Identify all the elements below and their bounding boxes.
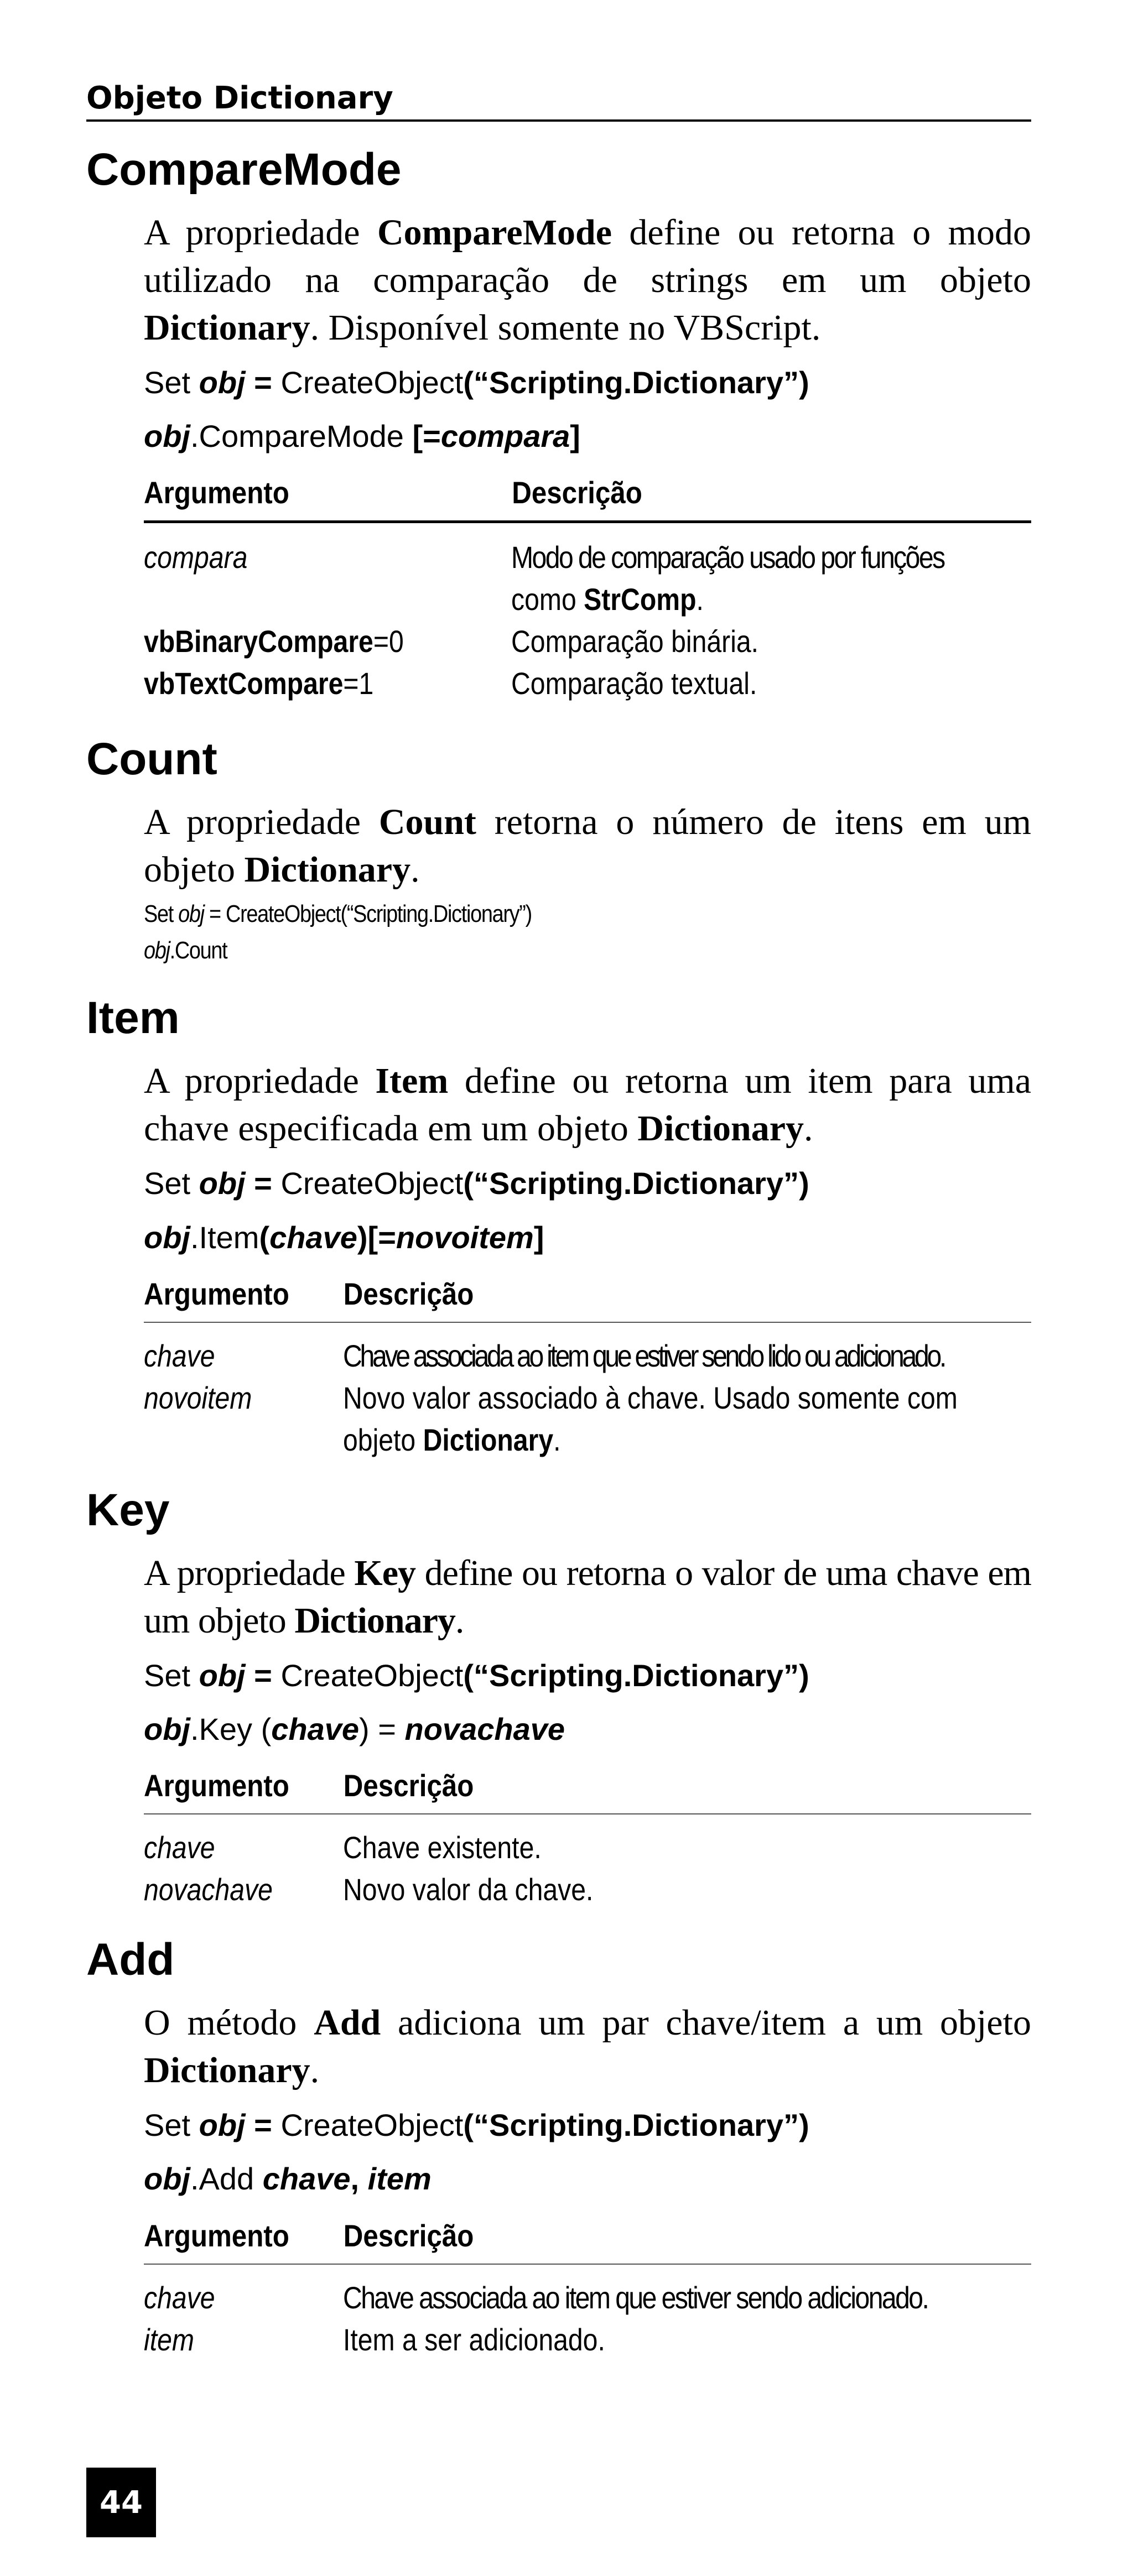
- table-rule: [144, 520, 1031, 523]
- create-object-line: Set obj = CreateObject(“Scripting.Dictionary”): [144, 365, 809, 400]
- section-description: A propriedade Key define ou retorna o valor de uma chave em um objeto Dictionary.: [144, 1552, 1031, 1641]
- table-header: Argumento Descrição: [144, 1276, 474, 1311]
- syntax-line: obj.Count: [144, 937, 227, 964]
- section-description: A propriedade Item define ou retorna um item para uma chave especificada em um objeto Dictionary.: [144, 1061, 1032, 1149]
- table-row: vbTextCompare=1 Comparação textual.: [144, 666, 757, 701]
- table-row: novachave Novo valor da chave.: [144, 1872, 594, 1907]
- section-title: CompareMode: [86, 144, 402, 195]
- table-header: Argumento Descrição: [144, 1768, 474, 1803]
- create-object-line: Set obj = CreateObject(“Scripting.Dictionary”): [144, 1166, 809, 1201]
- syntax-line: obj.Add chave, item: [144, 2161, 432, 2197]
- argument-table: [144, 1276, 1031, 1461]
- table-row: chave Chave existente.: [144, 1830, 542, 1865]
- page-content: [86, 80, 1032, 2361]
- section-key: [86, 1484, 1031, 1911]
- table-rule: [144, 2264, 1031, 2265]
- section-description: O método Add adiciona um par chave/item a um objeto Dictionary.: [144, 2003, 1031, 2091]
- section-title: Add: [86, 1934, 175, 1985]
- argument-table: [144, 1767, 1031, 1911]
- section-item: [86, 995, 1031, 1461]
- create-object-line: Set obj = CreateObject(“Scripting.Dictionary”): [144, 900, 532, 928]
- argument-table: [144, 2218, 1031, 2361]
- create-object-line: Set obj = CreateObject(“Scripting.Dictionary”): [144, 2108, 809, 2143]
- table-row: vbBinaryCompare=0 Comparação binária.: [144, 624, 759, 659]
- table-row: novoitem Novo valor associado à chave. Usado somente com objeto Dictionary.: [144, 1380, 958, 1457]
- section-count: [86, 734, 1031, 969]
- section-description: A propriedade CompareMode define ou retorna o modo utilizado na comparação de strings em um objeto Dictionary. Disponível somente no VBScript.: [144, 212, 1031, 348]
- table-row: chave Chave associada ao item que estiver sendo adicionado.: [144, 2280, 928, 2315]
- section-comparemode: [86, 144, 1031, 705]
- section-add: [86, 1934, 1031, 2360]
- table-rule: [144, 1813, 1031, 1814]
- syntax-line: obj.Item(chave)[=novoitem]: [144, 1219, 544, 1255]
- section-title: Count: [86, 734, 217, 785]
- section-description: A propriedade Count retorna o número de itens em um objeto Dictionary.: [144, 802, 1031, 890]
- syntax-line: obj.CompareMode [=compara]: [144, 419, 580, 454]
- page-number-badge: 44: [86, 2468, 156, 2537]
- syntax-line: obj.Key (chave) = novachave: [144, 1711, 565, 1746]
- table-row: item Item a ser adicionado.: [144, 2322, 605, 2357]
- table-row: chave Chave associada ao item que estiver sendo lido ou adicionado.: [144, 1338, 945, 1373]
- table-header: Argumento Descrição: [144, 2218, 474, 2253]
- argument-table: [144, 474, 1031, 705]
- section-title: Key: [86, 1484, 170, 1535]
- running-head: Objeto Dictionary: [86, 83, 1031, 122]
- create-object-line: Set obj = CreateObject(“Scripting.Dictionary”): [144, 1657, 809, 1693]
- table-header: Argumento Descrição: [144, 475, 642, 510]
- table-row: compara Modo de comparação usado por funções como StrComp.: [144, 540, 944, 617]
- section-title: Item: [86, 993, 180, 1044]
- table-rule: [144, 1322, 1031, 1323]
